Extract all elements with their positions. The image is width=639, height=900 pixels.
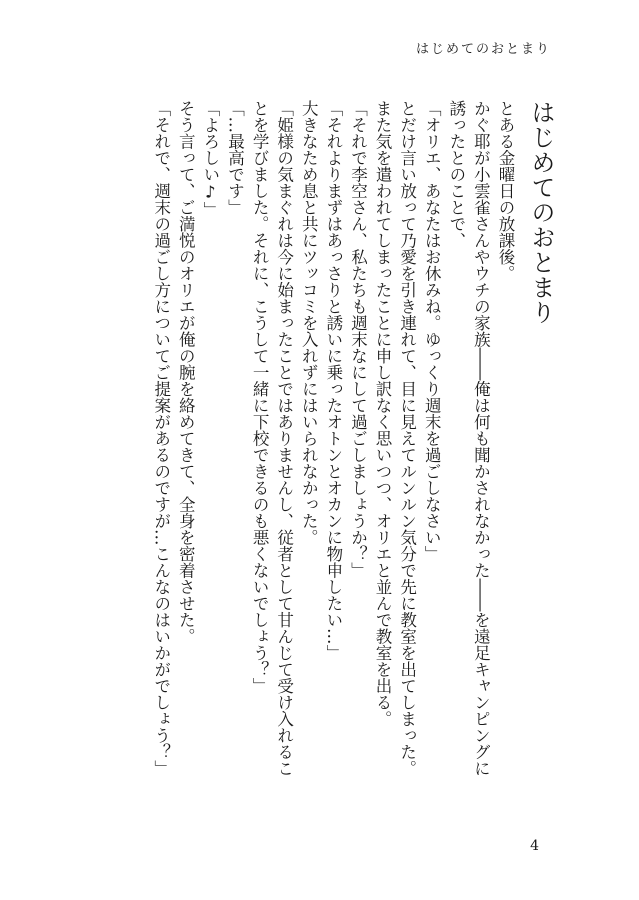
- text-line: 「よろしい♪」: [200, 100, 220, 218]
- text-line: 「それよりまずはあっさりと誘いに乗ったオトンとオカンに物申したい…」: [323, 100, 343, 661]
- text-line: 大きなため息と共にツッコミを入れずにはいられなかった。: [299, 100, 319, 546]
- text-line: 「それで李空さん、私たちも週末なにして過ごしましょうか？」: [348, 100, 368, 579]
- text-line: とある金曜日の放課後。: [496, 100, 515, 282]
- text-line: とだけ言い放って乃愛を引き連れて、目に見えてルンルン気分で先に教室を出てしまった。: [397, 100, 417, 777]
- text-line: 「オリエ、あなたはお休みね。ゆっくり週末を過ごしなさい」: [422, 100, 442, 562]
- page-number: 4: [530, 838, 539, 854]
- chapter-title: はじめてのおとまり: [527, 100, 555, 325]
- text-line: かぐ耶が小雲雀さんやウチの家族――俺は何も聞かされなかった――を遠足キャンピングに: [471, 100, 491, 777]
- body-text: [148, 100, 517, 780]
- text-line: そう言って、ご満悦のオリエが俺の腕を絡めてきて、全身を密着させた。: [176, 100, 196, 645]
- running-head: はじめてのおとまり: [415, 42, 551, 57]
- text-line: 誘ったとのことで、: [446, 100, 466, 249]
- text-line: また気を遣われてしまったことに申し訳なく思いつつ、オリエと並んで教室を出る。: [373, 100, 393, 727]
- text-line: 「姫様の気まぐれは今に始まったことではありませんし、従者として甘んじて受け入れるこ: [274, 100, 294, 777]
- text-line: とを学びました。それに、こうして一緒に下校できるのも悪くないでしょう？」: [250, 100, 270, 694]
- text-line: 「…最高です」: [225, 100, 245, 216]
- text-line: 「それで、週末の過ごし方についてご提案があるのですが…こんなのはいかがでしょう？」: [151, 100, 171, 777]
